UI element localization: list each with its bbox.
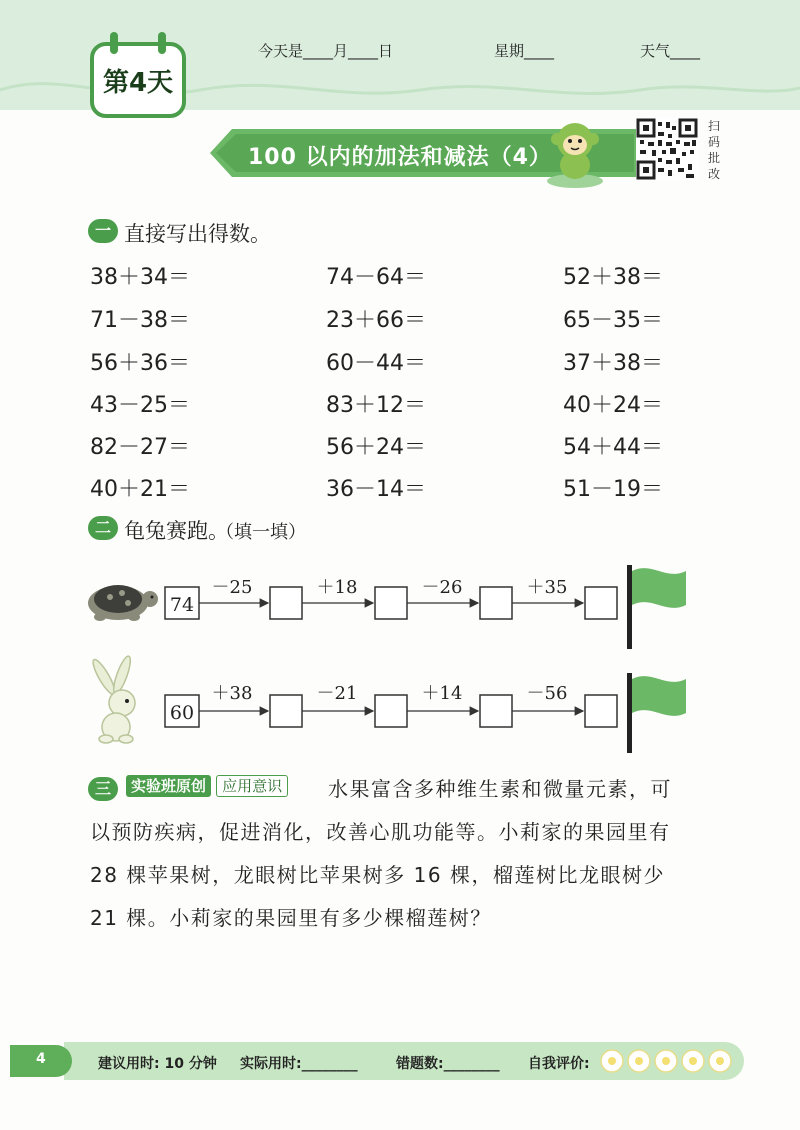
page-number: 4 [36,1051,46,1067]
section-2-hint: （填一填） [216,522,306,543]
rabbit-op-4: －56 [526,683,568,704]
flower-icon [601,1050,623,1072]
turtle-op-3: －26 [421,577,463,598]
equation: 54＋44＝ [563,435,663,460]
suggested-time: 建议用时: 10 分钟 [98,1056,217,1072]
weekday-field[interactable]: 星期____ [494,42,555,60]
answer-box [375,695,407,727]
answer-box [585,695,617,727]
rabbit-op-2: －21 [316,683,358,704]
flower-icon [655,1050,677,1072]
equation: 56＋24＝ [326,435,426,460]
application-tag: 应用意识 [216,775,288,797]
scan-to-grade-label: 扫码批改 [707,119,720,181]
problem-line-3: 28 棵苹果树，龙眼树比苹果树多 16 棵，榴莲树比龙眼树少 [90,863,665,887]
equation: 52＋38＝ [563,265,663,290]
section-1-title: 直接写出得数。 [124,222,271,246]
original-tag: 实验班原创 [126,775,211,797]
turtle-op-1: －25 [211,577,253,598]
section-1-badge: 一 [88,219,118,243]
rabbit-op-3: ＋14 [421,683,463,704]
problem-line-4: 21 棵。小莉家的果园里有多少棵榴莲树？ [90,906,492,930]
flag-icon [627,673,686,753]
equation: 74－64＝ [326,265,426,290]
turtle-op-2: ＋18 [316,577,358,598]
equation: 43－25＝ [90,393,190,418]
equation: 83＋12＝ [326,393,426,418]
equation: 60－44＝ [326,351,426,376]
equation: 71－38＝ [90,308,190,333]
section-3-tags [126,775,288,796]
equation: 40＋21＝ [90,477,190,502]
turtle-icon [88,585,158,621]
equation: 37＋38＝ [563,351,663,376]
flower-icon [682,1050,704,1072]
lesson-title: 100 以内的加法和减法（4） [248,145,552,170]
date-field[interactable]: 今天是____月____日 [258,42,394,60]
weather-field[interactable]: 天气____ [640,42,701,60]
self-eval-label: 自我评价: [528,1056,590,1072]
answer-box [270,587,302,619]
rabbit-op-1: ＋38 [211,683,253,704]
equation: 38＋34＝ [90,265,190,290]
problem-line-1: 水果富含多种维生素和微量元素，可 [328,777,672,801]
equation: 40＋24＝ [563,393,663,418]
answer-box [480,587,512,619]
flower-icon [628,1050,650,1072]
race-diagram [60,555,760,765]
answer-box [480,695,512,727]
answer-box [375,587,407,619]
turtle-op-4: ＋35 [526,577,568,598]
equation: 65－35＝ [563,308,663,333]
answer-box [585,587,617,619]
section-2-title: 龟兔赛跑。 [124,519,229,543]
monkey-icon [540,115,610,190]
rabbit-icon [90,654,135,743]
error-count-field[interactable]: 错题数:________ [396,1056,500,1072]
equation: 56＋36＝ [90,351,190,376]
section-2-badge: 二 [88,516,118,540]
answer-box [270,695,302,727]
qr-code-icon[interactable] [636,118,698,180]
flower-icon [709,1050,731,1072]
problem-line-2: 以预防疾病，促进消化，改善心肌功能等。小莉家的果园里有 [90,820,671,844]
section-3-badge: 三 [88,777,118,801]
flag-icon [627,565,686,649]
turtle-start-value: 74 [169,594,195,616]
equation: 51－19＝ [563,477,663,502]
actual-time-field[interactable]: 实际用时:________ [240,1056,358,1072]
equation: 36－14＝ [326,477,426,502]
rating-flowers[interactable] [598,1046,738,1076]
equation: 23＋66＝ [326,308,426,333]
rabbit-start-value: 60 [169,702,195,724]
equation: 82－27＝ [90,435,190,460]
day-label: 第4天 [102,68,174,98]
